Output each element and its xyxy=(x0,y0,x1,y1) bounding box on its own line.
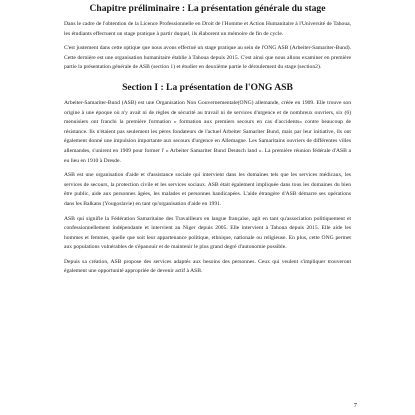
section-paragraph-3: ASB qui signifie la Fédération Samaritaine des Travailleurs en langue française, agit en tant qu'association politiquement et confessionnellement indépendante et intervient au Niger depuis 2005. Elle intervient à Tahoua depuis 2015. Elle aide les hommes et femmes, quelle que soit leur appartenance politique, ethnique, nationale ou religieuse. En plus, cette ONG permet aux populations vulnérables de s'épanouir et de maintenir le plus grand degré d'autonomie possible. xyxy=(64,215,351,251)
section-title: Section I : La présentation de l'ONG ASB xyxy=(122,81,293,93)
section-paragraph-4: Depuis sa création, ASB propose des services adaptés aux besoins des personnes. Ceux qui veulent s'impliquer trouveront également une opportunité appropriée de devenir actif à ASB. xyxy=(64,258,351,275)
intro-paragraph-2: C'est justement dans cette optique que nous avons effectué un stage pratique au sein de l'ONG ASB (Arbeiter-Samariter-Bund). Cette dernière est une organisation humanitaire établie à Tahoua depuis 2015. C'est ainsi que nous allons examiner en première partie la présentation générale de ASB (section 1) et étudier en deuxième partie le déroulement du stage (section2). xyxy=(64,45,351,71)
chapter-title: Chapitre préliminaire : La présentation générale du stage xyxy=(89,3,326,14)
intro-paragraph-1: Dans le cadre de l'obtention de la Licence Professionnelle en Droit de l'Homme et Action Humanitaire à l'Université de Tahoua, les étudiants effectuent un stage pratique à partir duquel, ils élaborent un mémoire de fin de cycle. xyxy=(64,21,351,37)
section-paragraph-2: ASB est une organisation d'aide et d'assistance sociale qui intervient dans les domaines tels que les services médicaux, les services de secours, la protection civile et les services sociaux. ASB était également impliquée dans tous les domaines du bien être public, aide aux personnes âgées, les malades et personnes handicapées. L'aide étrangère d'ASB démarre ses opérations dans les Balkans (Yougoslavie) en tant qu'organisation d'aide en 1991. xyxy=(64,172,351,207)
page-number: 7 xyxy=(353,402,357,409)
section-paragraph-1: Arbeiter-Samariter-Bund (ASB) est une Organisation Non Gouvernementale(ONG) allemande, créée en 1909. Elle trouve son origine à une époque où n'y avait ni de règles de sécurité au travail ni de services d'urgence et de nombreux ouvriers, six (6) menuisiers ont franchi la première formation « formation aux premiers secours en cas d'accidents» contre beaucoup de résistance. Ils n'étaient pas seulement les pères fondateurs de l'actuel Arbeiter Samariter Bund, mais par leur initiative, ils ont également donné une impulsion importante aux secours d'urgence en Allemagne. Les Samaritains ouvriers de différentes villes allemandes, s'unirent en 1909 pour former l' « Arbeiter Samariter Bund Deutsch land ». La première réunion fédérale d'ASB a eu lieu en 1910 à Dresde. xyxy=(64,99,351,164)
